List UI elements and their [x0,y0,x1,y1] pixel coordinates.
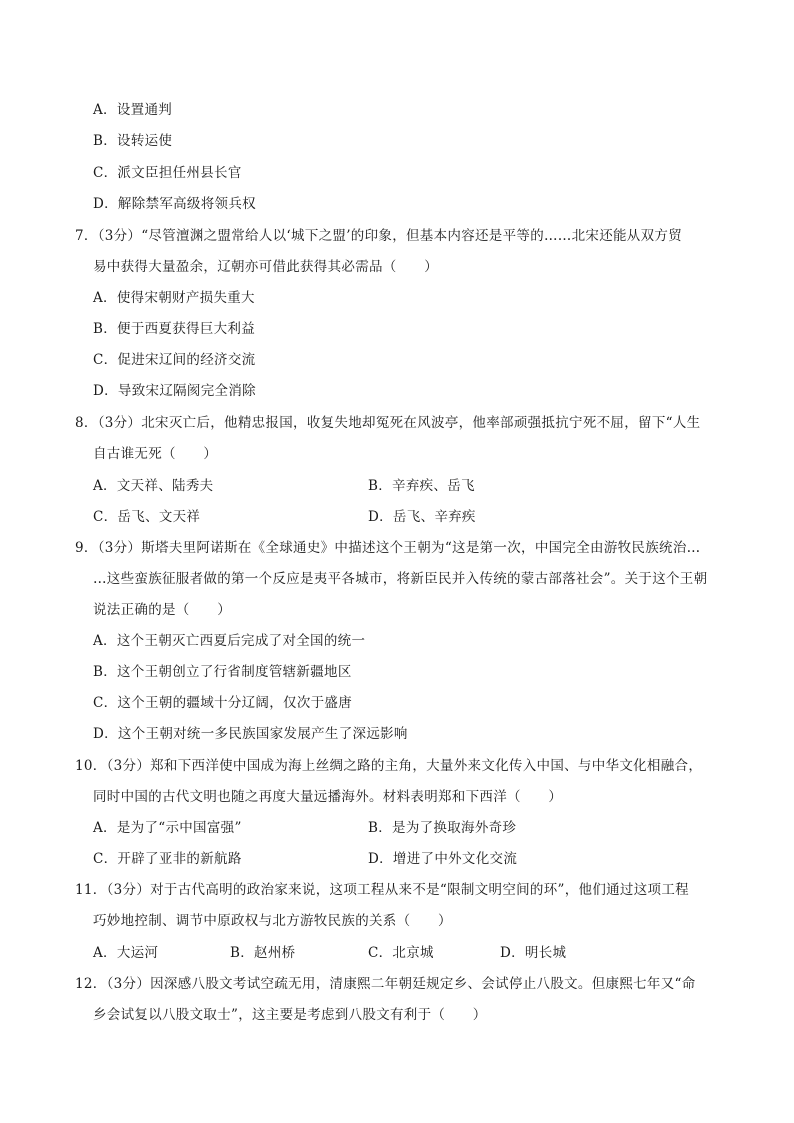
q9-stem-line-2: …这些蛮族征服者做的第一个反应是夷平各城市，将新臣民并入传统的蒙古部落社会”。关于这个王朝 [93,571,708,587]
q8-option-d: D．岳飞、辛弃疾 [368,509,476,525]
q7-option-b: B．便于西夏获得巨大利益 [93,321,256,337]
q11-option-c: C．北京城 [368,945,434,961]
q9-option-d: D．这个王朝对统一多民族国家发展产生了深远影响 [93,726,408,742]
q8-stem-line-2: 自古谁无死（ ） [93,446,218,462]
q11-option-a: A．大运河 [93,945,159,961]
q11-option-d: D．明长城 [500,945,567,961]
q6-option-c: C．派文臣担任州县长官 [93,165,242,181]
q7-stem-line-2: 易中获得大量盈余，辽朝亦可借此获得其必需品（ ） [93,259,438,275]
q11-option-b: B．赵州桥 [230,945,296,961]
q8-option-b: B．辛弃疾、岳飞 [368,478,475,494]
q8-option-a: A．文天祥、陆秀夫 [93,478,214,494]
q10-option-b: B．是为了换取海外奇珍 [368,820,517,836]
q9-stem-line-1: 9．（3分）斯塔夫里阿诺斯在《全球通史》中描述这个王朝为“这是第一次，中国完全由游牧民族统治… [75,540,701,556]
q9-stem-line-3: 说法正确的是（ ） [93,602,231,618]
q10-option-a: A．是为了“示中国富强” [93,820,242,836]
q9-option-a: A．这个王朝灭亡西夏后完成了对全国的统一 [93,633,366,649]
q6-option-a: A．设置通判 [93,102,173,118]
q8-option-c: C．岳飞、文天祥 [93,509,201,525]
q11-stem-line-1: 11．（3分）对于古代高明的政治家来说，这项工程从来不是“限制文明空间的环”，他们通过这项工程 [75,882,689,898]
q7-stem-line-1: 7．（3分）“尽管澶渊之盟常给人以‘城下之盟’的印象，但基本内容还是平等的……北宋还能从双方贸 [75,228,683,244]
q7-option-c: C．促进宋辽间的经济交流 [93,352,256,368]
q6-option-d: D．解除禁军高级将领兵权 [93,196,256,212]
q11-stem-line-2: 巧妙地控制、调节中原政权与北方游牧民族的关系（ ） [93,913,452,929]
q6-option-b: B．设转运使 [93,133,173,149]
q12-stem-line-2: 乡会试复以八股文取士”，这主要是考虑到八股文有利于（ ） [93,1007,487,1023]
q10-stem-line-2: 同时中国的古代文明也随之再度大量远播海外。材料表明郑和下西洋（ ） [93,789,563,805]
q9-option-b: B．这个王朝创立了行省制度管辖新疆地区 [93,664,352,680]
q8-stem-line-1: 8．（3分）北宋灭亡后，他精忠报国，收复失地却冤死在风波亭，他率部顽强抵抗宁死不屈，留下“人生 [75,415,701,431]
q10-stem-line-1: 10．（3分）郑和下西洋使中国成为海上丝绸之路的主角，大量外来文化传入中国、与中华文化相融合， [75,758,703,774]
q9-option-c: C．这个王朝的疆域十分辽阔，仅次于盛唐 [93,695,353,711]
q12-stem-line-1: 12．（3分）因深感八股文考试空疏无用，清康熙二年朝廷规定乡、会试停止八股文。但康熙七年又“命 [75,976,696,992]
q7-option-a: A．使得宋朝财产损失重大 [93,290,255,306]
q7-option-d: D．导致宋辽隔阂完全消除 [93,383,256,399]
q10-option-c: C．开辟了亚非的新航路 [93,851,242,867]
q10-option-d: D．增进了中外文化交流 [368,851,518,867]
